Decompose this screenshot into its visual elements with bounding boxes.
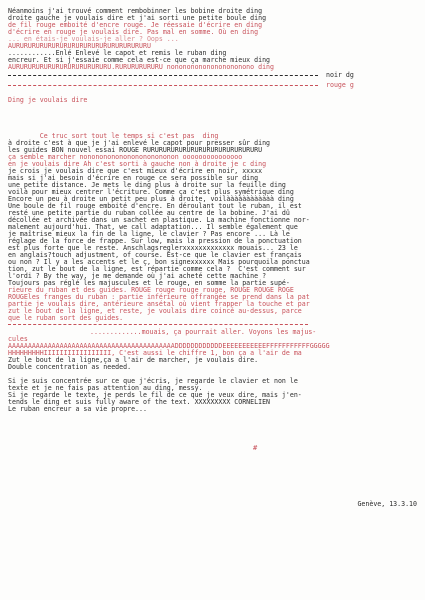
text-line: Zut le bout de la ligne,ça a l'air de marcher, je voulais dire. <box>8 356 259 364</box>
text-line: ............Enlé Enlevé le capot et remis le ruban ding <box>8 49 227 57</box>
text-line-red: AAAAAAAAAAAAAAAAAAAAAAAAAAAAAAAAAAAAAAAAAADDDDDDDDDDDDEEEEEEEEEEEFFFFFFFFFFFGGGGG <box>8 342 330 350</box>
text-line-red: d'écrire en rouge je voulais dire. Pas mal en somme. Où en ding <box>8 28 259 36</box>
text-line-red: Ding je voulais dire <box>8 96 88 104</box>
text-line: tends le ding et suis fully aware of the text. XXXXXXXXX CORNELIEN <box>8 398 271 406</box>
text-line-red: zut le bout de la ligne, et reste, je voulais dire coincé au-dessus, parce <box>8 307 302 315</box>
text-line: est plus forte que le reste. Anschlagsreglerxxxxxxxxxxxxx mouais... 23 le <box>8 244 298 252</box>
text-line: décollée et archivée dans un sachet en plastique. La machine fonctionne nor- <box>8 216 310 224</box>
text-line: à droite c'est à que je j'ai enlevé le capot pour presser sûr ding <box>8 139 271 147</box>
text-line: ou non ? Il y a les accents et le ç, bon signexxxxxx Mais pourquoila ponctua <box>8 258 310 266</box>
red-separator-rule <box>8 324 308 325</box>
text-line-red: cules <box>8 335 28 343</box>
text-line: je crois je voulais dire que c'est mieux d'écrire en noir, xxxxx <box>8 167 263 175</box>
text-line-red: .............mouais, ça pourrait aller. Voyons les majus- <box>90 328 317 336</box>
text-line: voilà pour mieux centrer l'écriture. Comme ça c'est plus symétrique ding <box>8 188 294 196</box>
handwritten-mark: # <box>253 444 258 452</box>
text-line: encreur. Et si j'essaie comme cela est-ce que ça marche mieux ding <box>8 56 271 64</box>
text-line-red: ça semble marcher nonononononononononononon ooooooooooooooo <box>8 153 243 161</box>
text-line-red: partie je voulais dire, antérieure ansétal où vient frapper la touche et par <box>8 300 310 308</box>
text-line: réglage de la force de frappe. Sur low, mais la pression de la ponctuation <box>8 237 302 245</box>
red-separator-rule <box>8 85 318 86</box>
text-line-red: AURURURURURURURURURURURURURURURURURU <box>8 42 151 50</box>
text-line-red: ROUGEles franges du ruban : partie inférieure offrangée se prend dans la pat <box>8 293 310 301</box>
text-line-red: Ce truc sort tout le temps si c'est pas ding <box>8 132 219 140</box>
text-line-red: que le ruban sort des guides. <box>8 314 124 322</box>
text-line: en anglais?touch adjustment, of course. Est-ce que le clavier est français <box>8 251 302 259</box>
text-line: une petite distance. Je mets le ding plus à droite sur la feuille ding <box>8 181 286 189</box>
text-line: texte et je ne fais pas attention au ding, messy. <box>8 384 203 392</box>
black-separator-rule <box>8 75 318 76</box>
text-line: Une boule de fil rouge emboité d'encre. En déroulant tout le ruban, il est <box>8 202 302 210</box>
text-line-red: rieure du ruban et des guides. ROUGE rouge rouge rouge, ROUGE ROUGE ROGE <box>8 286 294 294</box>
separator-label: noir dg <box>326 71 354 79</box>
text-line: malement aujourd'hui. That, we call adaptation... Il semble également que <box>8 223 298 231</box>
text-line: les guides BON nouvel essai ROUGE RURURURURURURURURURURURURURURU <box>8 146 263 154</box>
text-line: Néanmoins j'ai trouvé comment rembobinner les bobine droite ding <box>8 7 263 15</box>
text-line: l'ordi ? By the way, je me demande où j'ai acheté cette machine ? <box>8 272 267 280</box>
text-line-red: AURURURURURURURURURURURURU.RURURURURURU nonononononononononono ding <box>8 63 274 71</box>
text-line-red: en je voulais dire Ah c'est sorti à gauche non à droite je c ding <box>8 160 267 168</box>
place-date: Genève, 13.3.10 <box>357 500 417 508</box>
text-line: droite gauche je voulais dire et j'ai sorti une petite boule ding <box>8 14 267 22</box>
text-line-red: de fil rouge emboité d'encre rouge. Je réessaie d'écrire en ding <box>8 21 263 29</box>
text-line-red: HHHHHHHHHIIIIIIIIIIIIIIIII, C'est aussi le chiffre 1, bon ça a l'air de ma <box>8 349 302 357</box>
text-line: Double concentration as needed. <box>8 363 132 371</box>
text-line-faded: ... en étais-je voulais-je aller ? Oops ... <box>8 35 179 43</box>
text-line: tion, zut le bout de la ligne, est répartie comme cela ? C'est comment sur <box>8 265 306 273</box>
text-line: Si je regarde le texte, je perds le fil de ce que je veux dire, mais j'en- <box>8 391 302 399</box>
text-line: Toujours pas réglé les majuscules et le rouge, en somme la partie supé- <box>8 279 290 287</box>
separator-label-red: rouge g <box>326 81 354 89</box>
text-line: mais si j'ai besoin d'écrire en rouge ce sera possible sur ding <box>8 174 259 182</box>
text-line: je maîtrise mieux la fin de la ligne, le clavier ? Pas encore ... Là le <box>8 230 290 238</box>
text-line: Le ruban encreur a sa vie propre... <box>8 405 147 413</box>
text-line: resté une petite partie du ruban collée au centre de la bobine. J'ai dû <box>8 209 290 217</box>
text-line: Encore un peu à droite un petit peu plus à droite, voilàààààààààààà ding <box>8 195 294 203</box>
text-line: Si je suis concentrée sur ce que j'écris, je regarde le clavier et non le <box>8 377 298 385</box>
